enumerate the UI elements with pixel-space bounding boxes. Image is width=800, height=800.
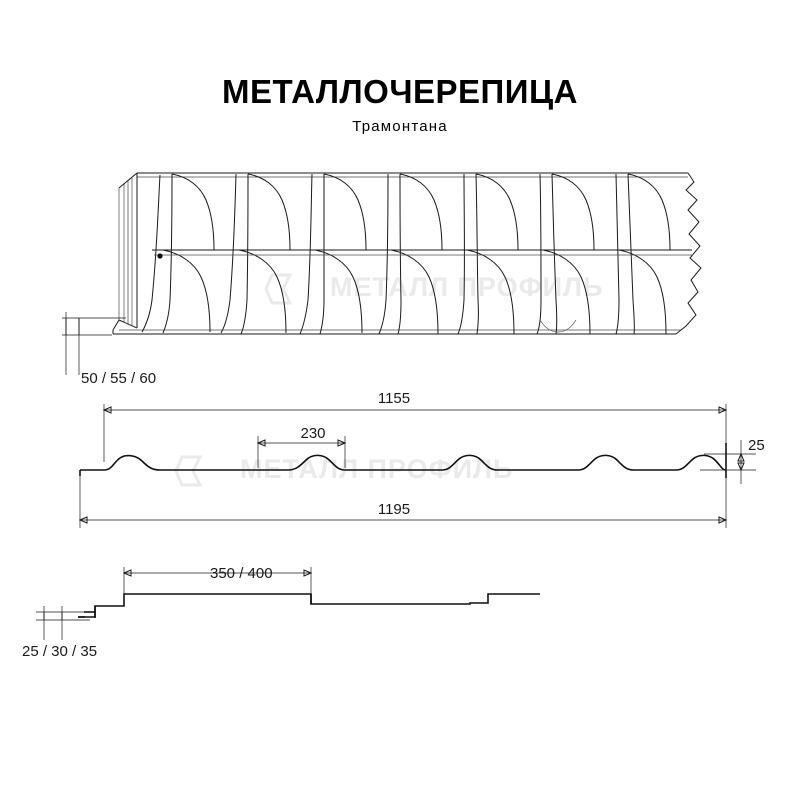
watermark-top (266, 272, 603, 303)
dim-useful-width: 1155 (377, 390, 411, 407)
watermark-text: МЕТАЛЛ ПРОФИЛЬ (330, 272, 604, 302)
fastener-marker (157, 253, 162, 258)
dim-tile-step: 350 / 400 (210, 565, 273, 582)
dim-total-width: 1195 (377, 501, 411, 518)
page-subtitle: Трамонтана (352, 118, 448, 135)
dim-wave-height: 25 (748, 437, 765, 454)
step-profile-view (22, 565, 540, 660)
page-title: МЕТАЛЛОЧЕРЕПИЦА (222, 73, 578, 110)
watermark-text: МЕТАЛЛ ПРОФИЛЬ (240, 454, 514, 484)
dim-tile-height: 25 / 30 / 35 (22, 643, 98, 660)
dim-wave-step: 230 (300, 425, 326, 442)
dim-height-profile: 50 / 55 / 60 (81, 370, 157, 387)
